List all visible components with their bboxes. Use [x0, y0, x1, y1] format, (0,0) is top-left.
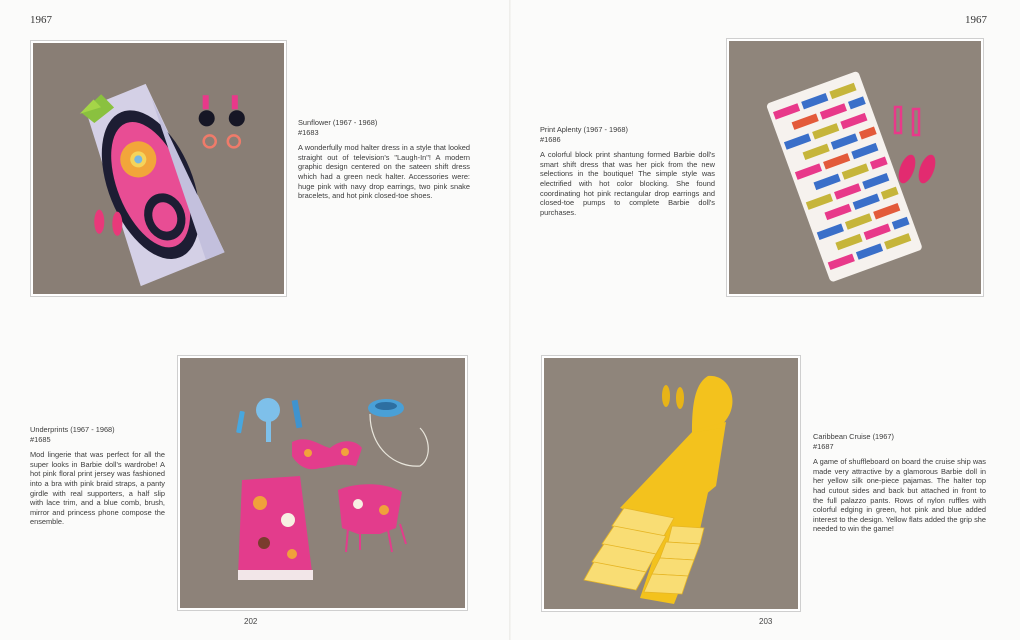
print-aplenty-description: A colorful block print shantung formed Barbie doll's smart shift dress that was her pick from the new selections in the boutique! The simple style was electrified with hot color blocking. She found coordinating hot pink rectangular drop earrings and closed-toe pumps to complete Barbie doll's purchases. [540, 150, 715, 217]
photo-print-aplenty [726, 38, 984, 297]
caribbean-cruise-description: A game of shuffleboard on board the cruise ship was made very attractive by a glamorous Barbie doll in her yellow silk one-piece pajamas. The halter top had cutout sides and back but attached in front to the full palazzo pants. Rows of nylon ruffles with colorful edging in green, hot pink and blue added interest to the design. Yellow flats added the grip she needed to win the game! [813, 457, 986, 534]
sunflower-number: #1683 [298, 127, 319, 137]
book-gutter [509, 0, 511, 640]
underprints-outfit-image [180, 358, 465, 608]
photo-caribbean-cruise [541, 355, 801, 612]
right-page-number: 203 [759, 617, 773, 626]
caribbean-cruise-outfit-image [544, 358, 798, 609]
print-aplenty-outfit-image [729, 41, 981, 294]
underprints-number: #1685 [30, 434, 51, 444]
caption-caribbean-cruise [813, 432, 986, 534]
sunflower-description: A wonderfully mod halter dress in a style that looked straight out of television's "Laugh-In"! A modern graphic design centered on the sateen shift dress which had a green neck halter. Accessories were: huge pink with navy drop earrings, two pink snake bracelets, and hot pink closed-toe shoes. [298, 143, 470, 201]
sunflower-title: Sunflower (1967 - 1968) [298, 118, 378, 127]
print-aplenty-title: Print Aplenty (1967 - 1968) [540, 125, 628, 134]
caribbean-cruise-number: #1687 [813, 441, 834, 451]
left-page-year: 1967 [30, 14, 52, 26]
caribbean-cruise-title: Caribbean Cruise (1967) [813, 432, 894, 441]
sunflower-outfit-image [33, 43, 284, 294]
underprints-title: Underprints (1967 - 1968) [30, 425, 115, 434]
photo-underprints [177, 355, 468, 611]
left-page-number: 202 [244, 617, 258, 626]
caption-sunflower [298, 118, 470, 201]
print-aplenty-number: #1686 [540, 134, 561, 144]
caption-underprints [30, 425, 165, 527]
photo-sunflower [30, 40, 287, 297]
right-page-year: 1967 [965, 14, 987, 26]
underprints-description: Mod lingerie that was perfect for all the super looks in Barbie doll's wardrobe! A hot pink floral print jersey was fashioned into a bra with pink braid straps, a panty girdle with real supporters, a half slip with lace trim, and a blue comb, brush, mirror and princess phone compose the ensemble. [30, 450, 165, 527]
caption-print-aplenty [540, 125, 715, 217]
